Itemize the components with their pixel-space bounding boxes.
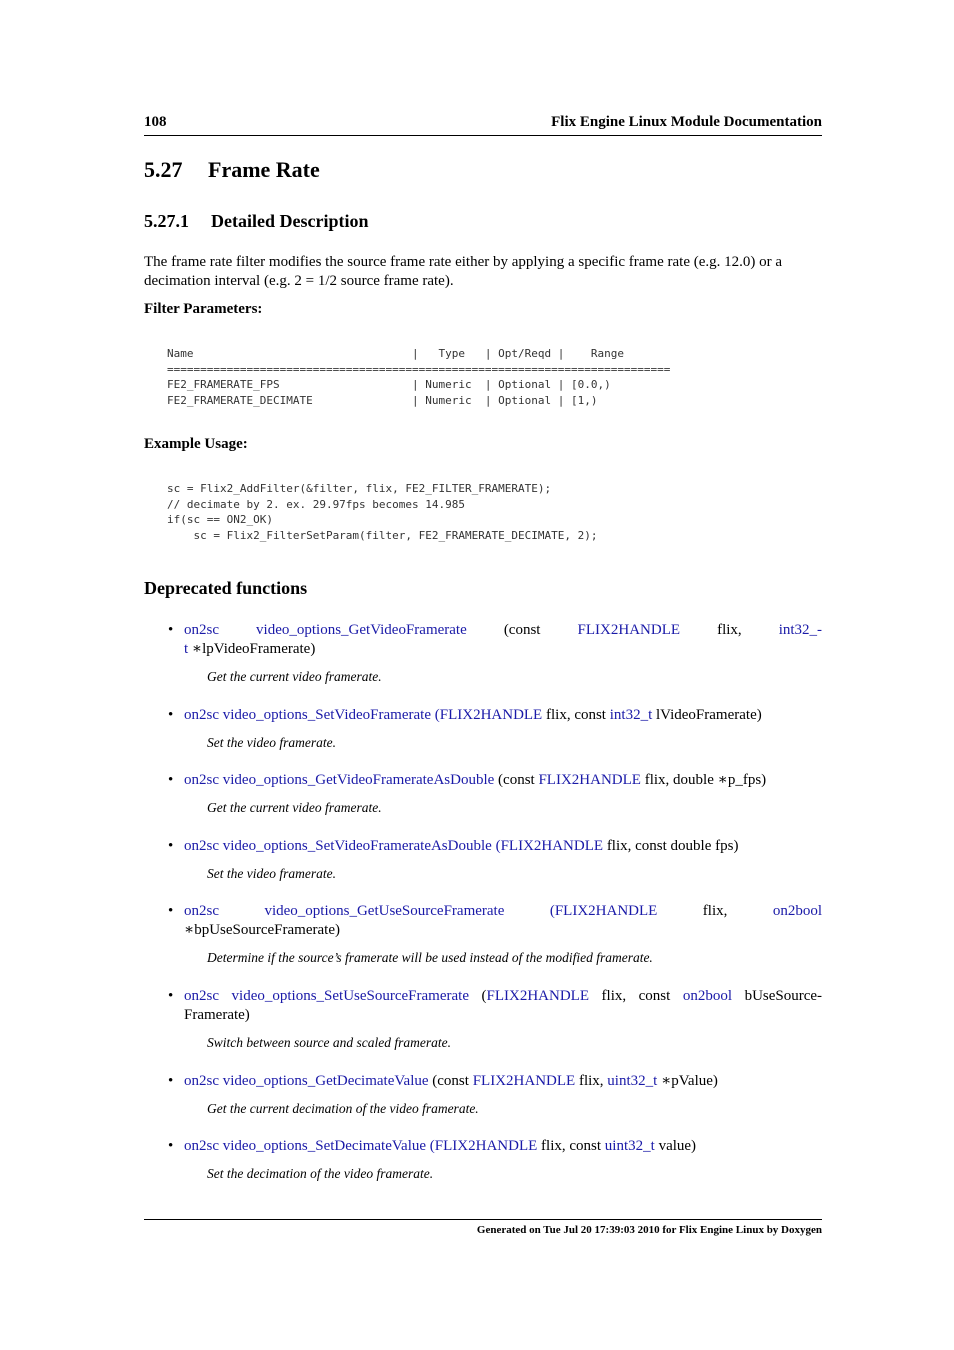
function-link[interactable]: video_options_SetDecimateValue <box>222 1138 427 1154</box>
section-number: 5.27 <box>144 157 183 182</box>
function-signature: on2sc video_options_GetUseSourceFramerate (FLIX2HANDLE flix, on2bool <box>184 903 823 919</box>
function-link[interactable]: video_options_SetUseSourceFramerate <box>231 988 469 1004</box>
list-item: • on2sc video_options_GetVideoFramerateAsDouble (const FLIX2HANDLE flix, double ∗p_fps) Get the current video framerate. <box>168 771 822 790</box>
function-link[interactable]: video_options_SetVideoFramerateAsDouble <box>222 838 492 854</box>
return-type-link[interactable]: on2sc <box>184 988 219 1004</box>
type-link[interactable]: uint32_t <box>607 1073 658 1089</box>
list-item: • on2sc video_options_GetDecimateValue (const FLIX2HANDLE flix, uint32_t ∗pValue) Get the current decimation of the video framerate. <box>168 1072 822 1091</box>
type-link[interactable]: int32_- <box>778 622 823 638</box>
type-link[interactable]: on2bool <box>772 903 823 919</box>
filter-parameters-code: Name | Type | Opt/Reqd | Range ============================================================================ FE2_FRAMERATE_FPS | Numeric | Optional | [0.0,) FE2_FRAMERATE_DECIMATE | Numeric | Optional | [1,) <box>167 347 671 407</box>
function-brief: Set the video framerate. <box>207 866 336 881</box>
type-link[interactable]: on2bool <box>682 988 733 1004</box>
function-link[interactable]: video_options_SetVideoFramerate <box>222 707 431 723</box>
type-link[interactable]: FLIX2HANDLE <box>472 1073 576 1089</box>
header-rule <box>144 135 822 136</box>
function-brief: Get the current decimation of the video framerate. <box>207 1101 479 1116</box>
function-brief: Set the decimation of the video framerate. <box>207 1166 434 1181</box>
running-header-title: Flix Engine Linux Module Documentation <box>551 114 822 130</box>
function-signature: on2sc video_options_GetDecimateValue (const FLIX2HANDLE flix, uint32_t ∗pValue) <box>184 1073 718 1089</box>
function-link[interactable]: video_options_GetDecimateValue <box>222 1073 429 1089</box>
type-link[interactable]: FLIX2HANDLE <box>500 838 604 854</box>
function-brief: Get the current video framerate. <box>207 800 382 815</box>
description-paragraph: The frame rate filter modifies the source frame rate either by applying a specific frame rate (e.g. 12.0) or a decimation interval (e.g. 2 = 1/2 source frame rate). <box>144 254 783 289</box>
type-link[interactable]: int32_t <box>609 707 653 723</box>
example-usage-code: sc = Flix2_AddFilter(&filter, flix, FE2_FILTER_FRAMERATE); // decimate by 2. ex. 29.97fps becomes 14.985 if(sc == ON2_OK) sc = Flix2_FilterSetParam(filter, FE2_FRAMERATE_DECIMATE, 2); <box>167 482 598 542</box>
section-title: Frame Rate <box>208 157 320 182</box>
function-signature: on2sc video_options_GetVideoFramerateAsDouble (const FLIX2HANDLE flix, double ∗p_fps) <box>184 772 767 788</box>
function-brief: Switch between source and scaled framerate. <box>207 1035 451 1050</box>
return-type-link[interactable]: on2sc <box>184 707 219 723</box>
function-signature: on2sc video_options_SetVideoFramerateAsDouble (FLIX2HANDLE flix, const double fps) <box>184 838 739 854</box>
function-brief: Get the current video framerate. <box>207 669 382 684</box>
return-type-link[interactable]: on2sc <box>184 903 219 919</box>
function-signature: on2sc video_options_GetVideoFramerate (const FLIX2HANDLE flix, int32_- <box>184 622 823 638</box>
function-brief: Set the video framerate. <box>207 735 336 750</box>
return-type-link[interactable]: on2sc <box>184 1073 219 1089</box>
function-link[interactable]: video_options_GetUseSourceFramerate <box>264 903 505 919</box>
function-signature: on2sc video_options_SetUseSourceFramerate (FLIX2HANDLE flix, const on2bool bUseSource- <box>184 988 823 1004</box>
footer-text: Generated on Tue Jul 20 17:39:03 2010 for Flix Engine Linux by Doxygen <box>476 1224 822 1236</box>
type-link[interactable]: FLIX2HANDLE <box>486 988 590 1004</box>
type-link[interactable]: FLIX2HANDLE <box>538 772 641 788</box>
list-item: • on2sc video_options_SetDecimateValue (FLIX2HANDLE flix, const uint32_t value) Set the decimation of the video framerate. <box>168 1137 822 1156</box>
page-number: 108 <box>144 114 167 130</box>
type-link[interactable]: uint32_t <box>604 1138 655 1154</box>
deprecated-functions-heading: Deprecated functions <box>144 578 308 598</box>
function-link[interactable]: video_options_GetVideoFramerateAsDouble <box>222 772 495 788</box>
function-brief: Determine if the source’s framerate will be used instead of the modified framerate. <box>207 950 653 965</box>
list-item: • on2sc video_options_GetUseSourceFramerate (FLIX2HANDLE flix, on2bool ∗bpUseSourceFramerate) Determine if the source’s framerate will be used instead of the modified framerate. <box>168 903 823 965</box>
function-link[interactable]: video_options_GetVideoFramerate <box>256 622 467 638</box>
subsection-title: Detailed Description <box>211 211 369 231</box>
footer-rule <box>144 1219 822 1220</box>
section-heading <box>144 157 320 183</box>
list-item: • on2sc video_options_SetVideoFramerate (FLIX2HANDLE flix, const int32_t lVideoFramerate) Set the video framerate. <box>168 706 822 725</box>
type-link[interactable]: FLIX2HANDLE <box>554 903 658 919</box>
subsection-number: 5.27.1 <box>144 211 189 231</box>
return-type-link[interactable]: on2sc <box>184 1138 219 1154</box>
type-link[interactable]: FLIX2HANDLE <box>434 1138 538 1154</box>
list-item: • on2sc video_options_SetVideoFramerateAsDouble (FLIX2HANDLE flix, const double fps) Set the video framerate. <box>168 837 822 856</box>
type-link[interactable]: FLIX2HANDLE <box>577 622 681 638</box>
function-signature: on2sc video_options_SetDecimateValue (FLIX2HANDLE flix, const uint32_t value) <box>184 1138 697 1154</box>
list-item: • on2sc video_options_SetUseSourceFramerate (FLIX2HANDLE flix, const on2bool bUseSource- Framerate) Switch between source and scaled framerate. <box>168 988 823 1050</box>
type-link[interactable]: FLIX2HANDLE <box>439 707 543 723</box>
return-type-link[interactable]: on2sc <box>184 838 219 854</box>
list-item: • on2sc video_options_GetVideoFramerate (const FLIX2HANDLE flix, int32_- t ∗lpVideoFramerate) Get the current video framerate. <box>168 622 823 684</box>
return-type-link[interactable]: on2sc <box>184 772 219 788</box>
function-signature: on2sc video_options_SetVideoFramerate (FLIX2HANDLE flix, const int32_t lVideoFramerate) <box>184 707 762 723</box>
subsection-heading <box>144 211 368 232</box>
return-type-link[interactable]: on2sc <box>184 622 219 638</box>
example-usage-label: Example Usage: <box>144 436 248 452</box>
filter-parameters-label: Filter Parameters: <box>144 301 263 317</box>
type-link[interactable]: t <box>184 641 189 657</box>
